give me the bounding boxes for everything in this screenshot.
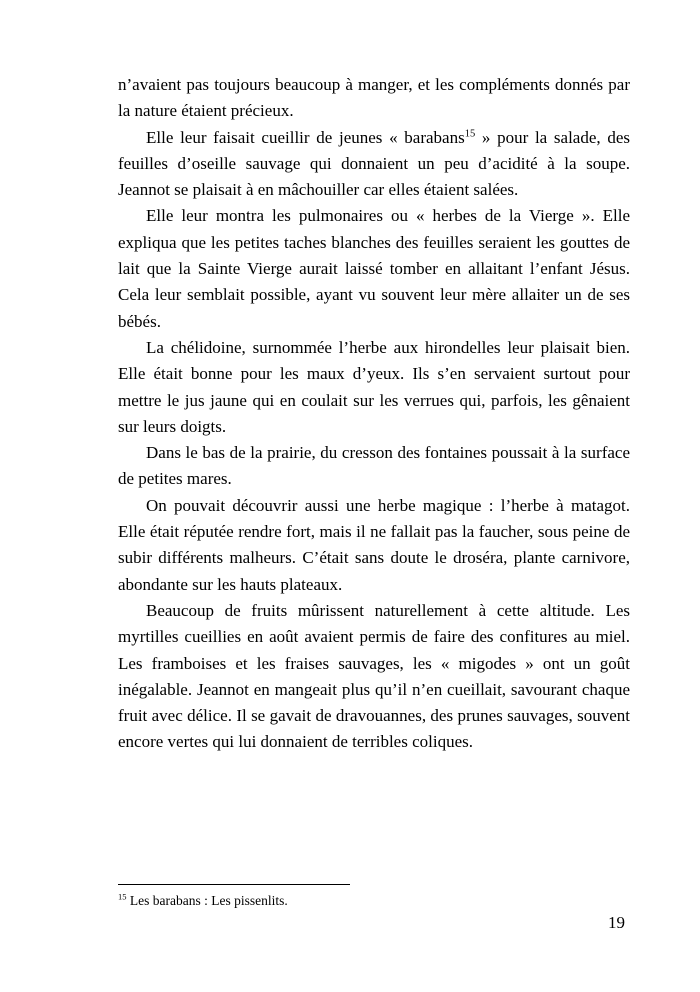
footnote [118,892,630,910]
paragraph-text: » pour la salade, des feuilles d’oseille sauvage qui donnaient un peu d’acidité à la soupe. Jeannot se plaisait à en mâchouiller car elles étaient salées. [118,127,630,200]
paragraph-text: Elle leur montra les pulmonaires ou « herbes de la Vierge ». Elle expliqua que les petites taches blanches des feuilles seraient les gouttes de lait que la Sainte Vierge aurait laissé tomber en allaitant l’enfant Jésus. Cela leur semblait possible, ayant vu souvent leur mère allaiter un de ses bébés. [118,206,630,331]
paragraph [118,440,630,493]
paragraph-text: Beaucoup de fruits mûrissent naturellement à cette altitude. Les myrtilles cueillies en août avaient permis de faire des confitures au miel. Les framboises et les fraises sauvages, les « migodes » ont un goût inégalable. Jeannot en mangeait plus qu’il n’en cueillait, savourant chaque fruit avec délice. Il se gavait de dravouannes, des prunes sauvages, souvent encore vertes qui lui donnaient de terribles coliques. [118,600,630,752]
paragraph [118,125,630,204]
paragraph [118,335,630,440]
footnote-reference-marker: 15 [464,127,476,139]
paragraph [118,72,630,125]
page-number: 19 [608,913,625,932]
footnote-number: 15 [118,891,127,902]
paragraph [118,493,630,598]
paragraph-text: n’avaient pas toujours beaucoup à manger, et les compléments donnés par la nature étaient précieux. [118,75,630,121]
footnote-text: Les barabans : Les pissenlits. [129,893,288,908]
footnote-section [118,884,630,910]
paragraph [118,598,630,756]
paragraph-text: Elle leur faisait cueillir de jeunes « barabans [146,127,465,147]
footnote-separator-rule [118,884,350,885]
paragraph-text: Dans le bas de la prairie, du cresson des fontaines poussait à la surface de petites mares. [118,443,630,489]
paragraph-text: La chélidoine, surnommée l’herbe aux hirondelles leur plaisait bien. Elle était bonne pour les maux d’yeux. Ils s’en servaient surtout pour mettre le jus jaune qui en coulait sur les verrues qui, parfois, les gênaient sur leurs doigts. [118,337,630,436]
paragraph [118,203,630,334]
paragraph-text: On pouvait découvrir aussi une herbe magique : l’herbe à matagot. Elle était réputée rendre fort, mais il ne fallait pas la faucher, sous peine de subir différents malheurs. C’était sans doute le droséra, plante carnivore, abondante sur les hauts plateaux. [118,495,630,594]
body-text [118,72,630,756]
